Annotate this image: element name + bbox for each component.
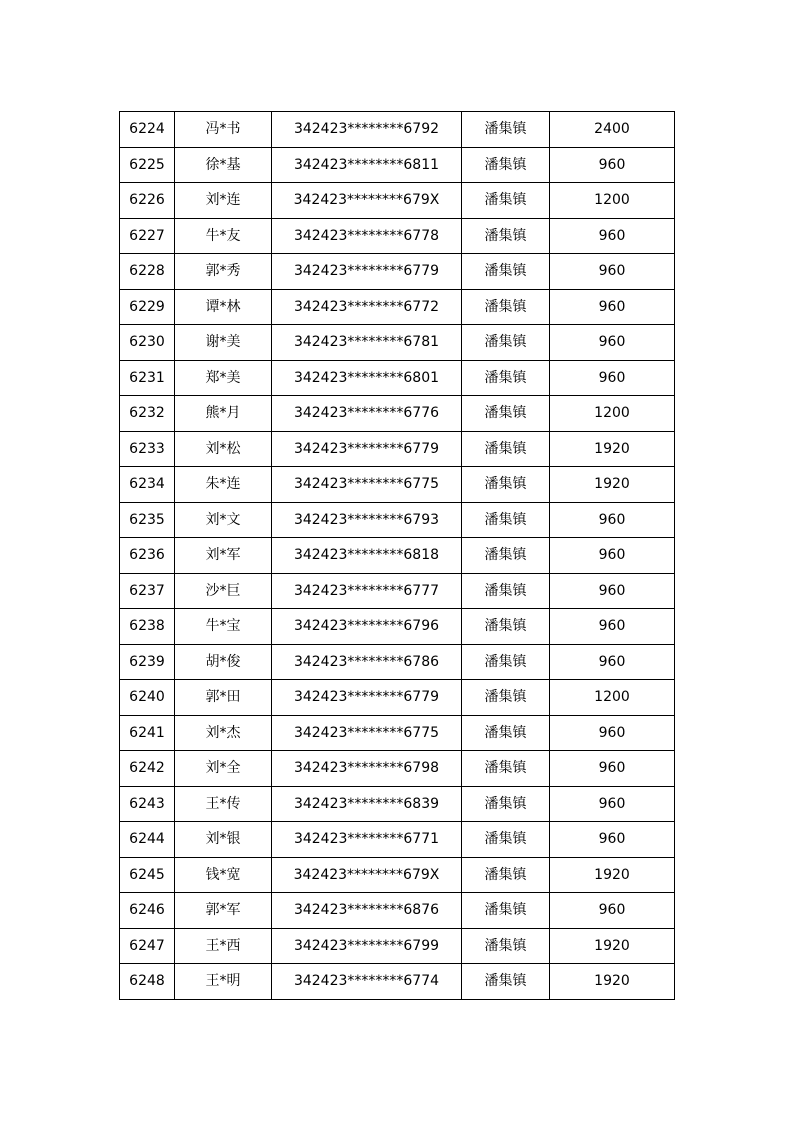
row-number: 6239: [120, 644, 175, 680]
town-name: 潘集镇: [462, 467, 550, 503]
amount: 960: [550, 254, 675, 290]
table-row: [120, 644, 675, 680]
row-number: 6247: [120, 928, 175, 964]
town-name: 潘集镇: [462, 325, 550, 361]
table-row: [120, 360, 675, 396]
table-row: [120, 928, 675, 964]
person-name: 王*明: [175, 964, 272, 1000]
person-name: 徐*基: [175, 147, 272, 183]
table-row: [120, 325, 675, 361]
row-number: 6244: [120, 822, 175, 858]
amount: 960: [550, 573, 675, 609]
table-row: [120, 254, 675, 290]
person-name: 牛*友: [175, 218, 272, 254]
person-name: 牛*宝: [175, 609, 272, 645]
amount: 1920: [550, 431, 675, 467]
person-name: 胡*俊: [175, 644, 272, 680]
id-number: 342423********6793: [272, 502, 462, 538]
town-name: 潘集镇: [462, 431, 550, 467]
amount: 1200: [550, 396, 675, 432]
person-name: 刘*银: [175, 822, 272, 858]
town-name: 潘集镇: [462, 573, 550, 609]
person-name: 沙*巨: [175, 573, 272, 609]
town-name: 潘集镇: [462, 644, 550, 680]
table-row: [120, 822, 675, 858]
row-number: 6238: [120, 609, 175, 645]
town-name: 潘集镇: [462, 964, 550, 1000]
id-number: 342423********6792: [272, 112, 462, 148]
row-number: 6230: [120, 325, 175, 361]
id-number: 342423********6811: [272, 147, 462, 183]
amount: 1920: [550, 928, 675, 964]
row-number: 6241: [120, 715, 175, 751]
town-name: 潘集镇: [462, 822, 550, 858]
row-number: 6227: [120, 218, 175, 254]
town-name: 潘集镇: [462, 502, 550, 538]
table-row: [120, 431, 675, 467]
row-number: 6235: [120, 502, 175, 538]
table-row: [120, 147, 675, 183]
id-number: 342423********679X: [272, 857, 462, 893]
table-row: [120, 112, 675, 148]
row-number: 6240: [120, 680, 175, 716]
id-number: 342423********6796: [272, 609, 462, 645]
person-name: 郑*美: [175, 360, 272, 396]
table-row: [120, 751, 675, 787]
id-number: 342423********6876: [272, 893, 462, 929]
id-number: 342423********6798: [272, 751, 462, 787]
town-name: 潘集镇: [462, 147, 550, 183]
amount: 960: [550, 538, 675, 574]
amount: 960: [550, 218, 675, 254]
id-number: 342423********6778: [272, 218, 462, 254]
person-name: 熊*月: [175, 396, 272, 432]
id-number: 342423********6786: [272, 644, 462, 680]
town-name: 潘集镇: [462, 396, 550, 432]
amount: 960: [550, 325, 675, 361]
person-name: 刘*军: [175, 538, 272, 574]
town-name: 潘集镇: [462, 857, 550, 893]
person-name: 刘*文: [175, 502, 272, 538]
table-row: [120, 396, 675, 432]
town-name: 潘集镇: [462, 538, 550, 574]
town-name: 潘集镇: [462, 680, 550, 716]
id-number: 342423********6774: [272, 964, 462, 1000]
person-name: 刘*松: [175, 431, 272, 467]
amount: 960: [550, 715, 675, 751]
id-number: 342423********6779: [272, 680, 462, 716]
person-name: 谭*林: [175, 289, 272, 325]
table-row: [120, 538, 675, 574]
person-name: 谢*美: [175, 325, 272, 361]
town-name: 潘集镇: [462, 112, 550, 148]
amount: 960: [550, 751, 675, 787]
table-row: [120, 467, 675, 503]
amount: 1920: [550, 857, 675, 893]
town-name: 潘集镇: [462, 360, 550, 396]
row-number: 6231: [120, 360, 175, 396]
row-number: 6229: [120, 289, 175, 325]
id-number: 342423********6779: [272, 254, 462, 290]
row-number: 6248: [120, 964, 175, 1000]
table-row: [120, 609, 675, 645]
person-name: 王*西: [175, 928, 272, 964]
row-number: 6225: [120, 147, 175, 183]
person-name: 郭*田: [175, 680, 272, 716]
row-number: 6243: [120, 786, 175, 822]
person-name: 刘*连: [175, 183, 272, 219]
table-row: [120, 857, 675, 893]
amount: 960: [550, 502, 675, 538]
town-name: 潘集镇: [462, 289, 550, 325]
row-number: 6246: [120, 893, 175, 929]
row-number: 6234: [120, 467, 175, 503]
amount: 960: [550, 893, 675, 929]
amount: 960: [550, 360, 675, 396]
row-number: 6228: [120, 254, 175, 290]
id-number: 342423********6776: [272, 396, 462, 432]
id-number: 342423********6839: [272, 786, 462, 822]
amount: 960: [550, 644, 675, 680]
amount: 1200: [550, 680, 675, 716]
roster-table: [119, 111, 675, 1000]
table-row: [120, 893, 675, 929]
table-row: [120, 289, 675, 325]
table-row: [120, 218, 675, 254]
row-number: 6236: [120, 538, 175, 574]
person-name: 刘*全: [175, 751, 272, 787]
table-row: [120, 786, 675, 822]
town-name: 潘集镇: [462, 893, 550, 929]
person-name: 王*传: [175, 786, 272, 822]
row-number: 6237: [120, 573, 175, 609]
roster-body: [120, 112, 675, 1000]
amount: 960: [550, 289, 675, 325]
person-name: 郭*军: [175, 893, 272, 929]
table-row: [120, 715, 675, 751]
table-row: [120, 964, 675, 1000]
id-number: 342423********6781: [272, 325, 462, 361]
table-row: [120, 573, 675, 609]
amount: 960: [550, 147, 675, 183]
id-number: 342423********6799: [272, 928, 462, 964]
town-name: 潘集镇: [462, 254, 550, 290]
town-name: 潘集镇: [462, 786, 550, 822]
town-name: 潘集镇: [462, 218, 550, 254]
id-number: 342423********679X: [272, 183, 462, 219]
person-name: 刘*杰: [175, 715, 272, 751]
person-name: 钱*宽: [175, 857, 272, 893]
person-name: 朱*连: [175, 467, 272, 503]
table-row: [120, 502, 675, 538]
id-number: 342423********6801: [272, 360, 462, 396]
amount: 2400: [550, 112, 675, 148]
table-row: [120, 680, 675, 716]
amount: 960: [550, 822, 675, 858]
row-number: 6226: [120, 183, 175, 219]
table-row: [120, 183, 675, 219]
row-number: 6245: [120, 857, 175, 893]
row-number: 6242: [120, 751, 175, 787]
amount: 1920: [550, 964, 675, 1000]
row-number: 6233: [120, 431, 175, 467]
row-number: 6232: [120, 396, 175, 432]
id-number: 342423********6772: [272, 289, 462, 325]
amount: 960: [550, 786, 675, 822]
person-name: 郭*秀: [175, 254, 272, 290]
row-number: 6224: [120, 112, 175, 148]
town-name: 潘集镇: [462, 609, 550, 645]
id-number: 342423********6818: [272, 538, 462, 574]
id-number: 342423********6775: [272, 467, 462, 503]
amount: 960: [550, 609, 675, 645]
town-name: 潘集镇: [462, 183, 550, 219]
id-number: 342423********6771: [272, 822, 462, 858]
id-number: 342423********6777: [272, 573, 462, 609]
person-name: 冯*书: [175, 112, 272, 148]
amount: 1200: [550, 183, 675, 219]
id-number: 342423********6775: [272, 715, 462, 751]
id-number: 342423********6779: [272, 431, 462, 467]
town-name: 潘集镇: [462, 751, 550, 787]
amount: 1920: [550, 467, 675, 503]
town-name: 潘集镇: [462, 928, 550, 964]
town-name: 潘集镇: [462, 715, 550, 751]
